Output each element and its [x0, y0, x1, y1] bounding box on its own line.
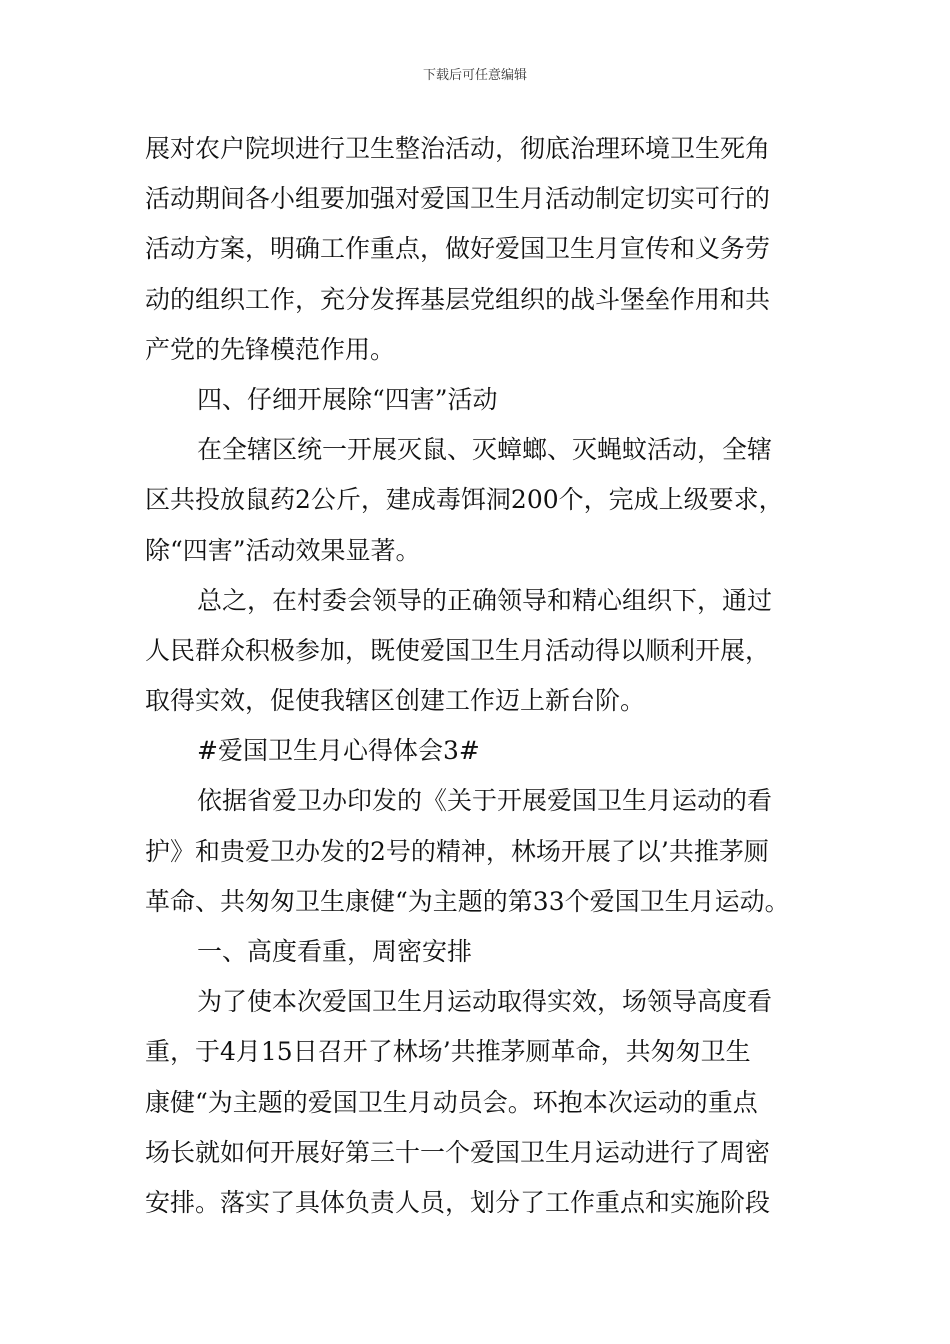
- document-body: [145, 124, 825, 1228]
- paragraph-start: 在全辖区统一开展灭鼠、灭蟑螂、灭蝇蚊活动，全辖: [197, 435, 773, 465]
- article-title: #爱国卫生月心得体会3#: [197, 736, 480, 766]
- text-line: 展对农户院坝进行卫生整治活动，彻底治理环境卫生死角: [145, 134, 771, 163]
- section-heading: 四、仔细开展除“四害”活动: [197, 384, 498, 414]
- text-line: 产党的先锋模范作用。: [145, 334, 396, 364]
- paragraph-start: 为了使本次爱国卫生月运动取得实效，场领导高度看: [197, 987, 773, 1017]
- paragraph-start: 总之，在村委会领导的正确领导和精心组织下，通过: [197, 585, 773, 615]
- text-line: 重，于4月15日召开了林场’共推茅厕革命，共匆匆卫生: [145, 1037, 751, 1067]
- text-line: 活动期间各小组要加强对爱国卫生月活动制定切实可行的: [145, 184, 771, 214]
- text-line: 护》和贵爱卫办发的2号的精神，林场开展了以’共推茅厕: [145, 836, 769, 866]
- text-line: 除“四害”活动效果显著。: [145, 535, 421, 565]
- text-line: 活动方案，明确工作重点，做好爱国卫生月宣传和义务劳: [145, 234, 771, 264]
- text-line: 康健“为主题的爱国卫生月动员会。环抱本次运动的重点: [145, 1087, 758, 1117]
- paragraph-start: 依据省爱卫办印发的《关于开展爱国卫生月运动的看: [197, 786, 773, 816]
- text-line: 动的组织工作，充分发挥基层党组织的战斗堡垒作用和共: [145, 284, 771, 314]
- text-line: 安排。落实了具体负责人员，划分了工作重点和实施阶段: [145, 1187, 771, 1217]
- text-line: 取得实效，促使我辖区创建工作迈上新台阶。: [145, 686, 646, 716]
- page-header: 下载后可任意编辑: [422, 68, 527, 83]
- text-line: 场长就如何开展好第三十一个爱国卫生月运动进行了周密: [145, 1137, 771, 1167]
- text-line: 区共投放鼠药2公斤，建成毒饵洞200个，完成上级要求，: [145, 485, 784, 515]
- text-line: 人民群众积极参加，既使爱国卫生月活动得以顺利开展，: [145, 635, 771, 665]
- text-line: 革命、共匆匆卫生康健“为主题的第33个爱国卫生月运动。: [145, 886, 790, 916]
- section-heading: 一、高度看重，周密安排: [197, 937, 473, 966]
